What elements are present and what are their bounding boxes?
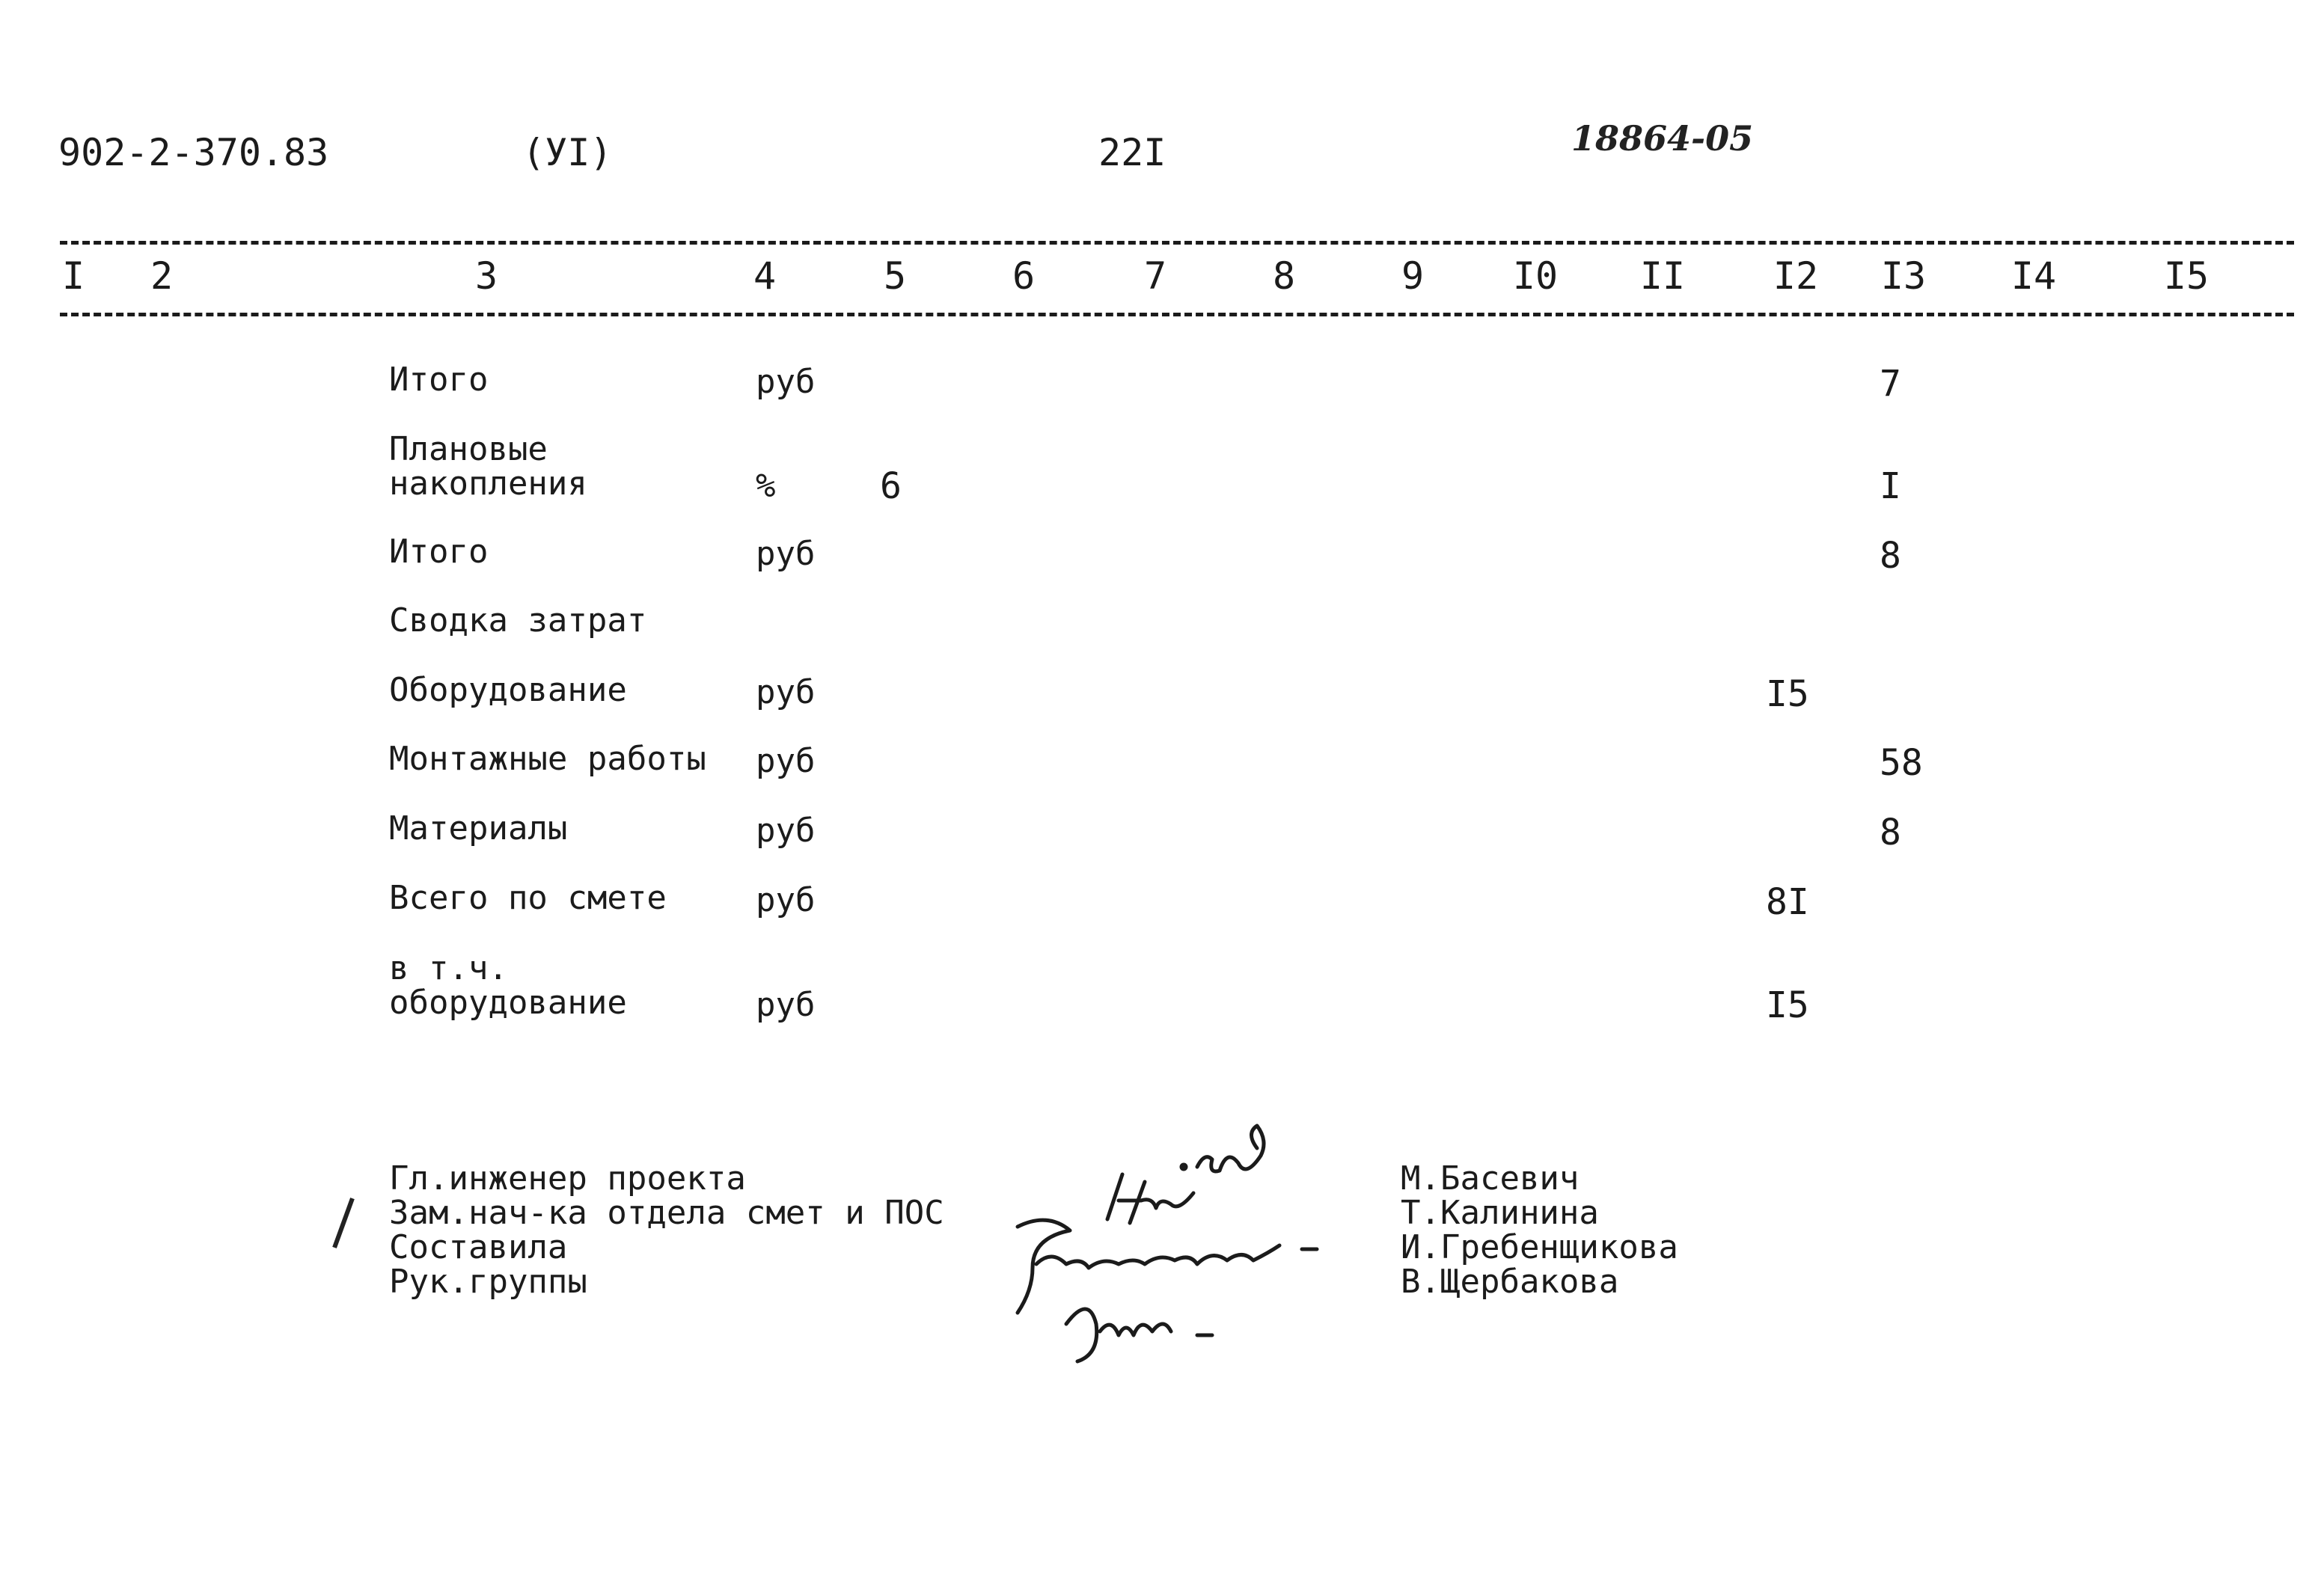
row-col13: 8 — [1880, 535, 1901, 577]
row-unit: руб — [756, 535, 816, 573]
row-col5: 6 — [880, 465, 902, 507]
column-number-10: I0 — [1512, 254, 1559, 298]
row-label: в т.ч. оборудование — [389, 949, 627, 1022]
row-col13: 8 — [1880, 812, 1901, 853]
column-number-3: 3 — [474, 254, 498, 298]
row-col12: I5 — [1766, 673, 1809, 715]
row-label: Итого — [389, 533, 489, 571]
row-label: Всего по смете — [389, 879, 667, 917]
column-number-9: 9 — [1401, 254, 1425, 298]
row-col12: I5 — [1766, 984, 1809, 1026]
row-unit: руб — [756, 742, 816, 780]
role-chief-engineer: Гл.инженер проекта — [389, 1159, 746, 1198]
dashed-rule-top — [60, 241, 2294, 245]
document-code: 902-2-370.83 — [58, 131, 329, 174]
row-col12: 8I — [1766, 881, 1809, 923]
column-number-6: 6 — [1012, 254, 1036, 298]
row-label: Плановые накопления — [389, 430, 587, 503]
handwritten-registration-number: 18864-05 — [1571, 118, 1754, 159]
row-label: Сводка затрат — [389, 601, 647, 640]
row-label: Итого — [389, 361, 489, 399]
column-number-7: 7 — [1143, 254, 1167, 298]
row-unit: руб — [756, 986, 816, 1024]
column-number-4: 4 — [753, 254, 777, 298]
signature-names — [1401, 1159, 1678, 1301]
column-number-13: I3 — [1880, 254, 1927, 298]
section-number: (УI) — [522, 131, 613, 174]
column-number-1: I — [61, 254, 85, 298]
role-compiled-by: Составила — [389, 1228, 568, 1266]
name-deputy-head: Т.Калинина — [1401, 1194, 1599, 1232]
row-col13: I — [1880, 465, 1901, 507]
row-label: Оборудование — [389, 671, 627, 709]
column-number-2: 2 — [150, 254, 174, 298]
role-deputy-head: Зам.нач-ка отдела смет и ПОС — [389, 1194, 944, 1232]
row-unit: % — [756, 467, 776, 505]
row-unit: руб — [756, 673, 816, 711]
name-compiled-by: И.Гребенщикова — [1401, 1228, 1678, 1266]
row-label: Монтажные работы — [389, 740, 706, 778]
row-unit: руб — [756, 363, 816, 401]
row-col13: 7 — [1880, 363, 1901, 405]
row-label: Материалы — [389, 809, 568, 847]
margin-mark — [332, 1198, 355, 1248]
row-unit: руб — [756, 881, 816, 919]
role-group-lead: Рук.группы — [389, 1263, 587, 1301]
handwritten-signatures — [973, 1070, 1362, 1369]
column-number-5: 5 — [883, 254, 907, 298]
row-unit: руб — [756, 812, 816, 850]
column-number-12: I2 — [1773, 254, 1819, 298]
column-number-11: II — [1639, 254, 1686, 298]
signature-roles — [389, 1159, 944, 1301]
name-chief-engineer: М.Басевич — [1401, 1159, 1580, 1198]
row-col13: 58 — [1880, 742, 1923, 784]
name-group-lead: В.Щербакова — [1401, 1263, 1619, 1301]
column-number-15: I5 — [2163, 254, 2210, 298]
dashed-rule-bottom — [60, 313, 2294, 316]
page-number: 22I — [1098, 131, 1166, 174]
column-number-14: I4 — [2010, 254, 2057, 298]
column-number-8: 8 — [1272, 254, 1296, 298]
